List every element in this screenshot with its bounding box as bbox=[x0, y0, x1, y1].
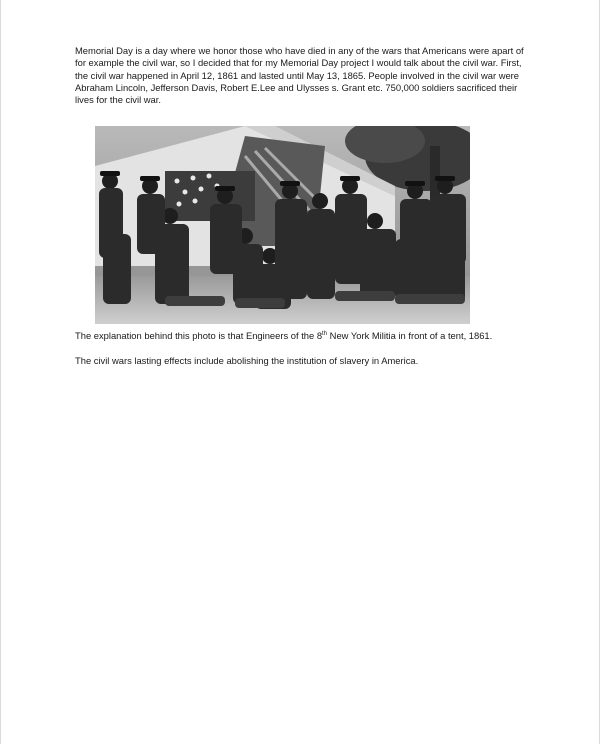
caption-text-start: The explanation behind this photo is that Engineers of the 8 bbox=[75, 330, 323, 341]
lasting-effects-paragraph: The civil wars lasting effects include abolishing the institution of slavery in America. bbox=[75, 355, 419, 366]
photo-caption bbox=[75, 330, 537, 342]
caption-superscript: th bbox=[322, 330, 328, 337]
intro-paragraph: Memorial Day is a day where we honor those who have died in any of the wars that Americans were apart of for example the civil war, so I decided that for my Memorial Day project I would talk about the civil war. First, the civil war happened in April 12, 1861 and lasted until May 13, 1865. People involved in the civil war were Abraham Lincoln, Jefferson Davis, Robert E.Lee and Ulysses s. Grant etc. 750,000 soldiers sacrificed their lives for the civil war. bbox=[75, 45, 524, 106]
caption-text-end: New York Militia in front of a tent, 1861. bbox=[327, 330, 493, 341]
civil-war-soldiers-photo bbox=[95, 126, 470, 324]
